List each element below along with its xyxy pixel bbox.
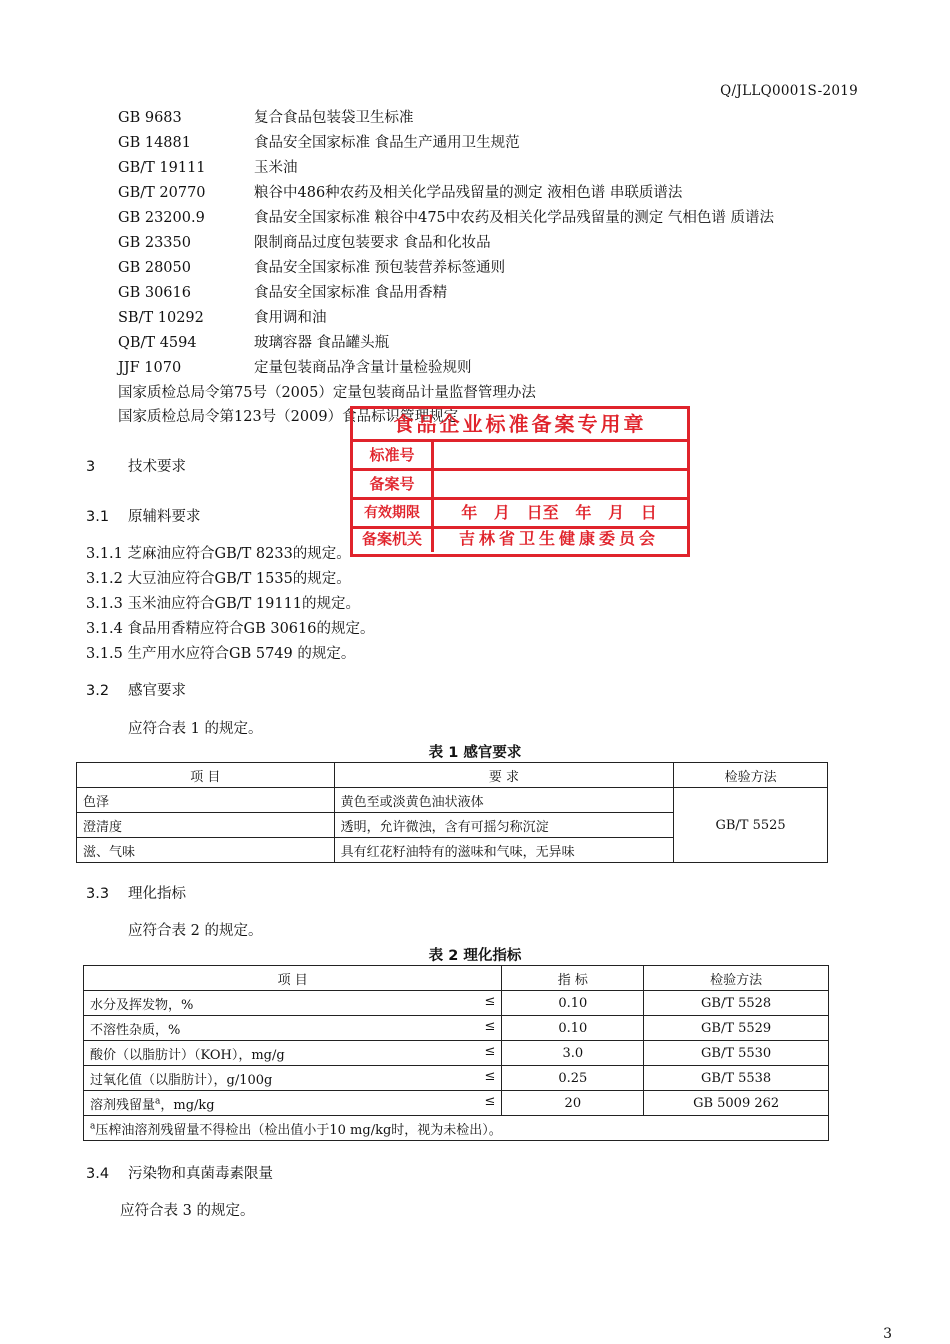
table-cell-item: 色泽 <box>77 788 335 813</box>
table-cell-requirement: 透明，允许微浊，含有可摇匀称沉淀 <box>334 813 674 838</box>
clause-3-1-1: 3.1.1 芝麻油应符合GB/T 8233的规定。 <box>86 546 351 562</box>
reference-row <box>118 281 447 302</box>
table-header-cell: 项 目 <box>77 763 335 788</box>
item-text: 过氧化值（以脂肪计），g/100g <box>90 1072 273 1088</box>
operator: ≤ <box>484 1068 496 1084</box>
reference-title: 食用调和油 <box>254 310 327 326</box>
reference-title: 食品安全国家标准 食品用香精 <box>254 285 448 301</box>
table-row <box>84 991 829 1016</box>
section-title: 技术要求 <box>128 459 186 475</box>
decree-line: 国家质检总局令第75号（2005）定量包装商品计量监督管理办法 <box>118 385 536 401</box>
section-heading-3-3 <box>86 882 186 903</box>
table-cell-requirement: 黄色至或淡黄色油状液体 <box>334 788 674 813</box>
section-number: 3.3 <box>86 886 110 902</box>
clause-3-1-5: 3.1.5 生产用水应符合GB 5749 的规定。 <box>86 646 356 662</box>
section-number: 3.4 <box>86 1166 110 1182</box>
reference-title: 食品安全国家标准 粮谷中475中农药及相关化学品残留量的测定 气相色谱 质谱法 <box>254 210 775 226</box>
section-heading-3 <box>86 455 186 476</box>
filing-stamp <box>350 406 690 557</box>
table-cell-requirement: 具有红花籽油特有的滋味和气味，无异味 <box>334 838 674 863</box>
table-header-cell: 要 求 <box>334 763 674 788</box>
table-row <box>84 1091 829 1116</box>
section-number: 3.2 <box>86 683 110 699</box>
stamp-title: 食品企业标准备案专用章 <box>353 409 687 442</box>
table-cell-method: GB 5009 262 <box>644 1091 829 1116</box>
stamp-row <box>353 442 687 471</box>
table-1-sensory <box>76 762 828 863</box>
section-title: 理化指标 <box>128 886 186 902</box>
table-2-physicochemical <box>83 965 829 1141</box>
table-cell-item <box>84 1066 502 1091</box>
clause-3-1-2: 3.1.2 大豆油应符合GB/T 1535的规定。 <box>86 571 351 587</box>
item-text: 溶剂残留量 <box>90 1097 156 1113</box>
table-cell-item <box>84 991 502 1016</box>
item-text: 水分及挥发物，% <box>90 997 194 1013</box>
stamp-label: 有效期限 <box>353 500 434 526</box>
table-2-caption: 表 2 理化指标 <box>428 948 522 964</box>
reference-code: GB 14881 <box>118 135 191 151</box>
section-title: 原辅料要求 <box>128 509 201 525</box>
table-row <box>77 788 828 813</box>
reference-title: 食品安全国家标准 食品生产通用卫生规范 <box>254 135 520 151</box>
stamp-row <box>353 526 687 552</box>
reference-code: QB/T 4594 <box>118 335 197 351</box>
table-cell-value: 20 <box>502 1091 644 1116</box>
section-3-4-text: 应符合表 3 的规定。 <box>120 1203 255 1219</box>
reference-code: SB/T 10292 <box>118 310 204 326</box>
section-3-3-text: 应符合表 2 的规定。 <box>128 923 263 939</box>
stamp-label: 备案号 <box>353 471 434 497</box>
stamp-label: 备案机关 <box>353 526 434 552</box>
footnote-marker: a <box>155 1096 161 1107</box>
table-header-row <box>77 763 828 788</box>
table-cell-item: 滋、气味 <box>77 838 335 863</box>
reference-row <box>118 231 491 252</box>
section-title: 污染物和真菌毒素限量 <box>128 1166 273 1182</box>
table-header-cell: 项 目 <box>84 966 502 991</box>
table-row <box>84 1041 829 1066</box>
table-cell-item <box>84 1041 502 1066</box>
reference-row <box>118 181 682 202</box>
reference-row <box>118 156 298 177</box>
stamp-value: 年 月 日至 年 月 日 <box>461 503 657 522</box>
table-cell-item <box>84 1016 502 1041</box>
reference-code: GB/T 19111 <box>118 160 206 176</box>
table-row <box>84 1066 829 1091</box>
item-unit: ，mg/kg <box>160 1097 215 1113</box>
reference-title: 粮谷中486种农药及相关化学品残留量的测定 液相色谱 串联质谱法 <box>254 185 683 201</box>
operator: ≤ <box>484 1043 496 1059</box>
operator: ≤ <box>484 1093 496 1109</box>
stamp-value <box>434 442 684 468</box>
table-cell-method: GB/T 5525 <box>674 788 828 863</box>
table-cell-value: 0.10 <box>502 1016 644 1041</box>
stamp-row <box>353 471 687 500</box>
table-header-cell: 检验方法 <box>644 966 829 991</box>
operator: ≤ <box>484 993 496 1009</box>
reference-code: GB 23350 <box>118 235 191 251</box>
section-title: 感官要求 <box>128 683 186 699</box>
table-header-cell: 指 标 <box>502 966 644 991</box>
reference-row <box>118 256 505 277</box>
reference-row <box>118 331 389 352</box>
reference-title: 食品安全国家标准 预包装营养标签通则 <box>254 260 506 276</box>
table-1-caption: 表 1 感官要求 <box>428 745 522 761</box>
table-cell-item <box>84 1091 502 1116</box>
reference-code: JJF 1070 <box>118 360 182 376</box>
table-header-row <box>84 966 829 991</box>
reference-row <box>118 206 774 227</box>
table-note-row <box>84 1116 829 1141</box>
footnote-marker: a <box>90 1121 96 1132</box>
reference-code: GB 30616 <box>118 285 191 301</box>
item-text: 不溶性杂质，% <box>90 1022 181 1038</box>
clause-3-1-3: 3.1.3 玉米油应符合GB/T 19111的规定。 <box>86 596 361 612</box>
stamp-value <box>434 471 684 497</box>
section-heading-3-4 <box>86 1162 273 1183</box>
table-header-cell: 检验方法 <box>674 763 828 788</box>
reference-code: GB 9683 <box>118 110 182 126</box>
table-cell-method: GB/T 5528 <box>644 991 829 1016</box>
document-code: Q/JLLQ0001S-2019 <box>720 83 858 99</box>
reference-row <box>118 356 472 377</box>
stamp-label: 标准号 <box>353 442 434 468</box>
table-cell-method: GB/T 5530 <box>644 1041 829 1066</box>
reference-row <box>118 106 414 127</box>
page-number: 3 <box>883 1326 892 1342</box>
table-note <box>84 1116 829 1141</box>
reference-title: 复合食品包装袋卫生标准 <box>254 110 414 126</box>
table-cell-value: 0.10 <box>502 991 644 1016</box>
table-row <box>84 1016 829 1041</box>
table-cell-value: 0.25 <box>502 1066 644 1091</box>
reference-title: 定量包装商品净含量计量检验规则 <box>254 360 472 376</box>
reference-title: 限制商品过度包装要求 食品和化妆品 <box>254 235 491 251</box>
table-cell-method: GB/T 5529 <box>644 1016 829 1041</box>
section-number: 3.1 <box>86 509 110 525</box>
reference-code: GB/T 20770 <box>118 185 206 201</box>
stamp-value: 吉林省卫生健康委员会 <box>458 529 659 548</box>
operator: ≤ <box>484 1018 496 1034</box>
reference-title: 玻璃容器 食品罐头瓶 <box>254 335 390 351</box>
reference-code: GB 28050 <box>118 260 191 276</box>
reference-row <box>118 306 327 327</box>
reference-row <box>118 131 520 152</box>
reference-code: GB 23200.9 <box>118 210 205 226</box>
table-cell-value: 3.0 <box>502 1041 644 1066</box>
table-cell-method: GB/T 5538 <box>644 1066 829 1091</box>
section-heading-3-1 <box>86 505 201 526</box>
section-heading-3-2 <box>86 679 186 700</box>
note-text: 压榨油溶剂残留量不得检出（检出值小于10 mg/kg时，视为未检出）。 <box>95 1122 502 1138</box>
stamp-row <box>353 500 687 529</box>
decree-line: 国家质检总局令第123号（2009）食品标识管理规定 <box>118 409 459 425</box>
item-text: 酸价（以脂肪计）（KOH），mg/g <box>90 1047 285 1063</box>
table-cell-item: 澄清度 <box>77 813 335 838</box>
clause-3-1-4: 3.1.4 食品用香精应符合GB 30616的规定。 <box>86 621 375 637</box>
section-number: 3 <box>86 459 96 475</box>
section-3-2-text: 应符合表 1 的规定。 <box>128 721 263 737</box>
reference-title: 玉米油 <box>254 160 298 176</box>
